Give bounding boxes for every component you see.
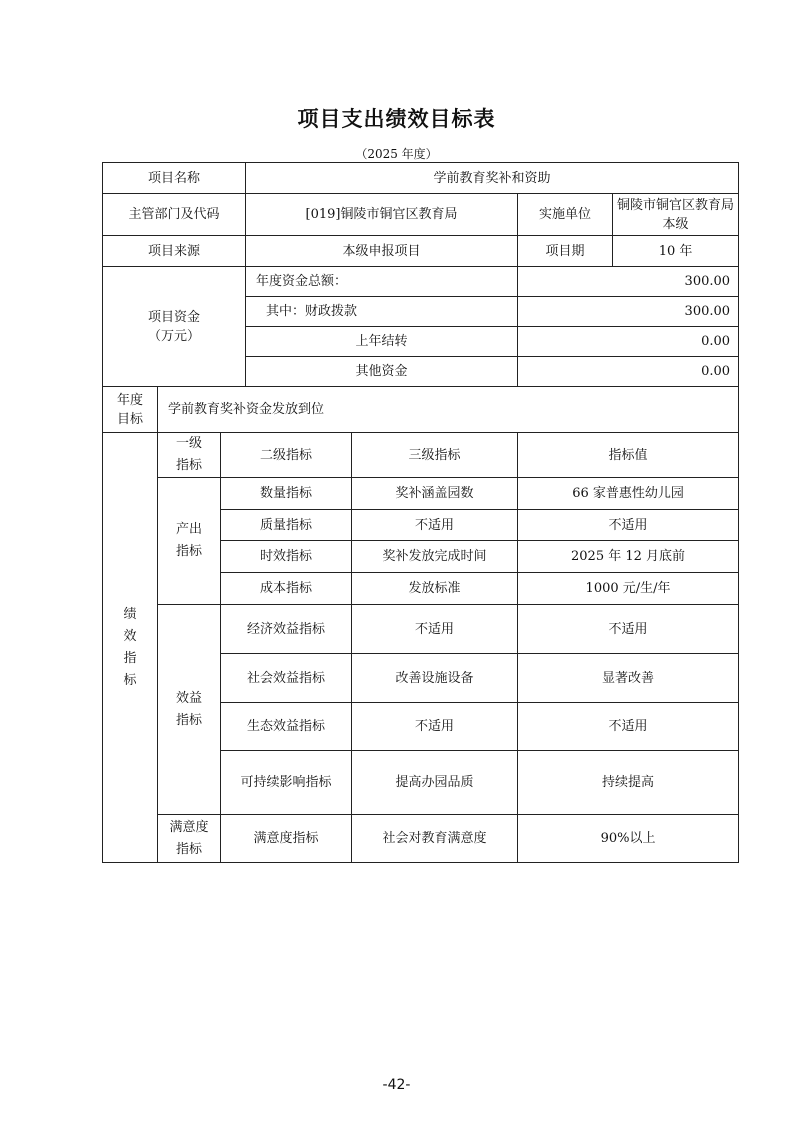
funds-row-value: 300.00	[518, 297, 739, 327]
satisfaction-indicators-text: 满意度指标	[169, 819, 209, 857]
indicator-level3: 提高办园品质	[352, 751, 518, 815]
indicator-row	[103, 815, 739, 863]
benefit-indicators-text: 效益指标	[176, 690, 203, 728]
indicator-value: 不适用	[518, 605, 739, 654]
page-title: 项目支出绩效目标表	[297, 107, 496, 131]
header-level1-text: 一级指标	[176, 436, 203, 473]
indicator-level3: 奖补涵盖园数	[352, 478, 518, 510]
indicator-level2: 质量指标	[221, 510, 352, 541]
indicator-level3: 社会对教育满意度	[352, 815, 518, 863]
funds-label-line2: （万元）	[148, 328, 201, 344]
indicator-level2: 可持续影响指标	[221, 751, 352, 815]
department-label: 主管部门及代码	[103, 194, 246, 236]
satisfaction-indicators-label	[158, 815, 221, 863]
indicator-level3: 不适用	[352, 510, 518, 541]
header-value: 指标值	[518, 433, 739, 478]
funds-label-line1: 项目资金	[148, 309, 201, 325]
project-source-value: 本级申报项目	[246, 236, 518, 267]
row-source	[103, 236, 739, 267]
annual-goal-label	[103, 387, 158, 433]
project-period-value: 10 年	[613, 236, 739, 267]
header-level3: 三级指标	[352, 433, 518, 478]
implementing-unit-label: 实施单位	[518, 194, 613, 236]
indicator-level2: 成本指标	[221, 573, 352, 605]
performance-target-table	[102, 162, 739, 863]
annual-goal-value: 学前教育奖补资金发放到位	[158, 387, 739, 433]
indicator-level2: 时效指标	[221, 541, 352, 573]
indicator-row	[103, 478, 739, 510]
indicator-value: 不适用	[518, 510, 739, 541]
indicator-value: 90%以上	[518, 815, 739, 863]
indicator-row	[103, 605, 739, 654]
row-project-name	[103, 163, 739, 194]
page-number: -42-	[382, 1077, 411, 1093]
benefit-indicators-label	[158, 605, 221, 815]
row-annual-goal	[103, 387, 739, 433]
funds-row-value: 0.00	[518, 327, 739, 357]
indicator-level3: 发放标准	[352, 573, 518, 605]
project-period-label: 项目期	[518, 236, 613, 267]
indicator-value: 显著改善	[518, 654, 739, 703]
performance-indicators-label	[103, 433, 158, 863]
indicator-level3: 不适用	[352, 703, 518, 751]
indicator-value: 不适用	[518, 703, 739, 751]
indicator-level2: 数量指标	[221, 478, 352, 510]
header-level1	[158, 433, 221, 478]
project-source-label: 项目来源	[103, 236, 246, 267]
output-indicators-text: 产出指标	[176, 522, 203, 559]
indicator-level2: 生态效益指标	[221, 703, 352, 751]
funds-row-value: 300.00	[518, 267, 739, 297]
annual-goal-label-line2: 目标	[116, 411, 143, 427]
funds-row-label: 年度资金总额：	[246, 267, 518, 297]
row-indicator-header	[103, 433, 739, 478]
indicator-level3: 改善设施设备	[352, 654, 518, 703]
year-note: （2025 年度）	[355, 147, 438, 161]
funds-row-label: 其中：财政拨款	[246, 297, 518, 327]
project-name-label: 项目名称	[103, 163, 246, 194]
funds-row-label: 上年结转	[246, 327, 518, 357]
indicator-value: 66 家普惠性幼儿园	[518, 478, 739, 510]
indicator-level3: 不适用	[352, 605, 518, 654]
indicator-value: 1000 元/生/年	[518, 573, 739, 605]
indicator-value: 2025 年 12 月底前	[518, 541, 739, 573]
implementing-unit-value: 铜陵市铜官区教育局本级	[613, 194, 739, 236]
funds-row-label: 其他资金	[246, 357, 518, 387]
row-funds-total	[103, 267, 739, 297]
row-department	[103, 194, 739, 236]
indicator-level2: 经济效益指标	[221, 605, 352, 654]
department-value: [019]铜陵市铜官区教育局	[246, 194, 518, 236]
project-funds-label	[103, 267, 246, 387]
annual-goal-label-line1: 年度	[116, 392, 143, 408]
indicator-value: 持续提高	[518, 751, 739, 815]
indicator-level3: 奖补发放完成时间	[352, 541, 518, 573]
indicator-level2: 满意度指标	[221, 815, 352, 863]
output-indicators-label	[158, 478, 221, 605]
project-name-value: 学前教育奖补和资助	[246, 163, 739, 194]
header-level2: 二级指标	[221, 433, 352, 478]
funds-row-value: 0.00	[518, 357, 739, 387]
performance-indicators-text: 绩效指标	[123, 606, 137, 688]
indicator-level2: 社会效益指标	[221, 654, 352, 703]
